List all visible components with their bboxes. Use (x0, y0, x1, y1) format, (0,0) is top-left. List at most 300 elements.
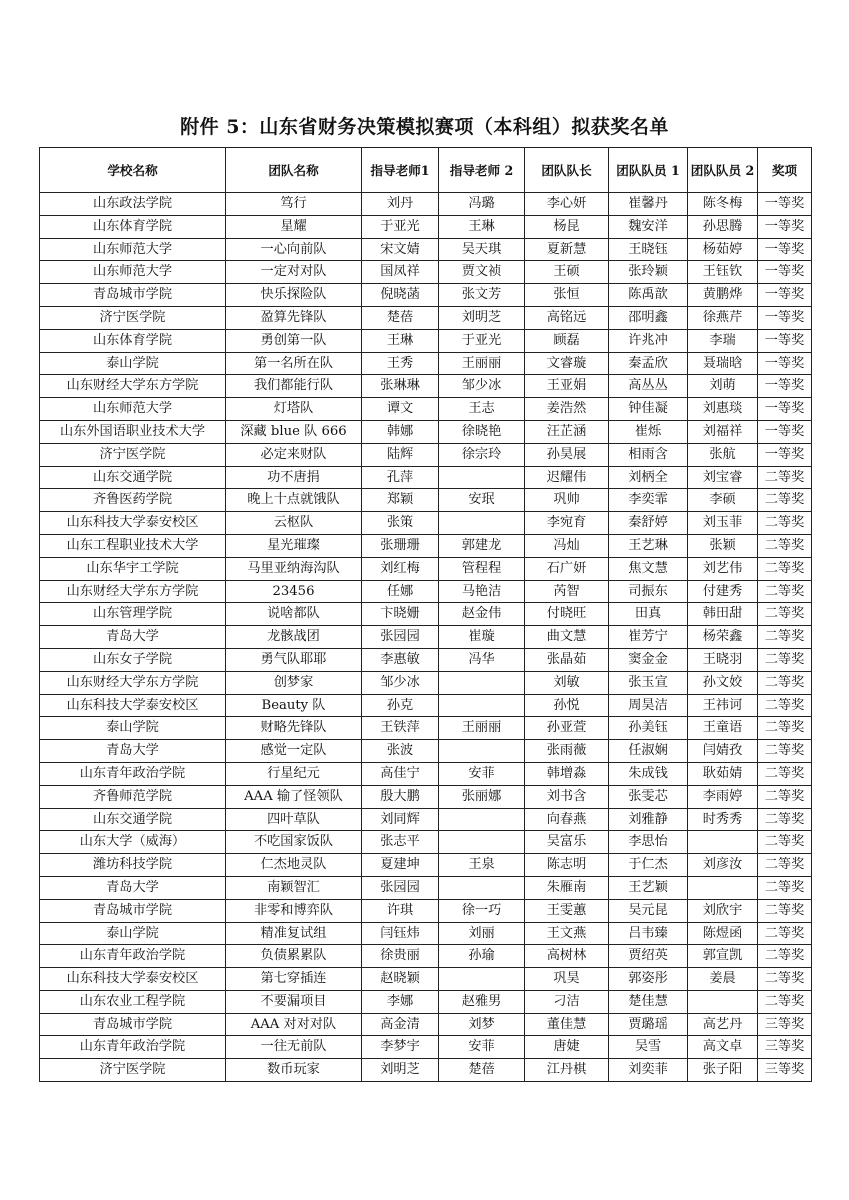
school-cell: 山东体育学院 (40, 215, 226, 238)
table-row (40, 626, 812, 649)
table-row (40, 261, 812, 284)
advisor-1-cell: 许琪 (362, 899, 439, 922)
advisor-1-cell: 徐贵丽 (362, 945, 439, 968)
member-2-cell: 陈冬梅 (688, 193, 758, 216)
team-cell: 第一名所在队 (226, 352, 362, 375)
member-1-cell: 秦舒婷 (609, 512, 688, 535)
member-1-cell: 魏安洋 (609, 215, 688, 238)
table-row (40, 990, 812, 1013)
member-2-cell: 刘彦汝 (688, 854, 758, 877)
award-cell: 二等奖 (758, 854, 812, 877)
member-1-cell: 高丛丛 (609, 375, 688, 398)
table-row (40, 193, 812, 216)
school-cell: 山东师范大学 (40, 261, 226, 284)
header-school: 学校名称 (40, 148, 226, 193)
team-cell: 说啥都队 (226, 603, 362, 626)
advisor-1-cell: 刘明芝 (362, 1059, 439, 1082)
team-cell: 盈算先锋队 (226, 306, 362, 329)
advisor-1-cell: 郑颖 (362, 489, 439, 512)
captain-cell: 吴富乐 (525, 831, 609, 854)
award-cell: 二等奖 (758, 762, 812, 785)
table-row (40, 1059, 812, 1082)
award-cell: 二等奖 (758, 717, 812, 740)
school-cell: 山东科技大学泰安校区 (40, 968, 226, 991)
school-cell: 齐鲁师范学院 (40, 785, 226, 808)
captain-cell: 姜浩然 (525, 398, 609, 421)
advisor-2-cell: 徐一巧 (439, 899, 525, 922)
advisor-1-cell: 国凤祥 (362, 261, 439, 284)
award-cell: 一等奖 (758, 215, 812, 238)
advisor-1-cell: 楚蓓 (362, 306, 439, 329)
advisor-1-cell: 李惠敏 (362, 648, 439, 671)
table-row (40, 466, 812, 489)
award-cell: 三等奖 (758, 1013, 812, 1036)
school-cell: 青岛大学 (40, 740, 226, 763)
school-cell: 山东科技大学泰安校区 (40, 512, 226, 535)
school-cell: 山东交通学院 (40, 808, 226, 831)
document-title: 附件 5：山东省财务决策模拟赛项（本科组）拟获奖名单 (180, 116, 669, 138)
table-row (40, 603, 812, 626)
member-1-cell: 王艺琳 (609, 534, 688, 557)
team-cell: 感觉一定队 (226, 740, 362, 763)
award-cell: 二等奖 (758, 557, 812, 580)
table-row (40, 534, 812, 557)
member-1-cell: 李思怡 (609, 831, 688, 854)
member-1-cell: 司振东 (609, 580, 688, 603)
award-cell: 二等奖 (758, 922, 812, 945)
table-row (40, 831, 812, 854)
advisor-1-cell: 王秀 (362, 352, 439, 375)
team-cell: 我们都能行队 (226, 375, 362, 398)
team-cell: AAA 对对对队 (226, 1013, 362, 1036)
member-2-cell: 王钰钦 (688, 261, 758, 284)
advisor-2-cell: 楚蓓 (439, 1059, 525, 1082)
school-cell: 山东科技大学泰安校区 (40, 694, 226, 717)
advisor-1-cell: 张园园 (362, 876, 439, 899)
member-2-cell: 韩田甜 (688, 603, 758, 626)
advisor-1-cell: 孙克 (362, 694, 439, 717)
advisor-2-cell: 于亚光 (439, 329, 525, 352)
captain-cell: 李心妍 (525, 193, 609, 216)
member-1-cell: 楚佳慧 (609, 990, 688, 1013)
member-2-cell: 陈煜函 (688, 922, 758, 945)
school-cell: 泰山学院 (40, 352, 226, 375)
advisor-1-cell: 李梦宇 (362, 1036, 439, 1059)
award-cell: 二等奖 (758, 603, 812, 626)
school-cell: 山东大学（威海） (40, 831, 226, 854)
award-cell: 一等奖 (758, 193, 812, 216)
member-2-cell: 刘福祥 (688, 420, 758, 443)
table-row (40, 329, 812, 352)
advisor-1-cell: 孔萍 (362, 466, 439, 489)
advisor-2-cell: 安珉 (439, 489, 525, 512)
award-cell: 一等奖 (758, 375, 812, 398)
advisor-1-cell: 夏建坤 (362, 854, 439, 877)
advisor-1-cell: 宋文婧 (362, 238, 439, 261)
advisor-2-cell: 邹少冰 (439, 375, 525, 398)
header-team: 团队名称 (226, 148, 362, 193)
team-cell: 不吃国家饭队 (226, 831, 362, 854)
table-row (40, 671, 812, 694)
school-cell: 泰山学院 (40, 717, 226, 740)
school-cell: 山东青年政治学院 (40, 762, 226, 785)
member-1-cell: 崔烁 (609, 420, 688, 443)
member-2-cell: 刘艺伟 (688, 557, 758, 580)
team-cell: 负债累累队 (226, 945, 362, 968)
advisor-2-cell (439, 740, 525, 763)
captain-cell: 韩增淼 (525, 762, 609, 785)
member-1-cell: 刘柄全 (609, 466, 688, 489)
school-cell: 山东农业工程学院 (40, 990, 226, 1013)
table-body (40, 193, 812, 1082)
captain-cell: 巩帅 (525, 489, 609, 512)
team-cell: 一定对对队 (226, 261, 362, 284)
captain-cell: 王雯蕙 (525, 899, 609, 922)
member-1-cell: 崔芳宁 (609, 626, 688, 649)
member-2-cell: 高艺丹 (688, 1013, 758, 1036)
award-cell: 二等奖 (758, 831, 812, 854)
advisor-1-cell: 于亚光 (362, 215, 439, 238)
school-cell: 山东华宇工学院 (40, 557, 226, 580)
member-2-cell: 时秀秀 (688, 808, 758, 831)
advisor-2-cell: 张文芳 (439, 284, 525, 307)
member-2-cell: 聂瑞晗 (688, 352, 758, 375)
award-cell: 一等奖 (758, 352, 812, 375)
team-cell: 数币玩家 (226, 1059, 362, 1082)
member-2-cell: 郭宣凯 (688, 945, 758, 968)
advisor-1-cell: 刘红梅 (362, 557, 439, 580)
school-cell: 山东管理学院 (40, 603, 226, 626)
advisor-1-cell: 殷大鹏 (362, 785, 439, 808)
advisor-1-cell: 李娜 (362, 990, 439, 1013)
advisor-1-cell: 张园园 (362, 626, 439, 649)
member-2-cell: 张航 (688, 443, 758, 466)
member-1-cell: 张雯芯 (609, 785, 688, 808)
advisor-2-cell: 崔璇 (439, 626, 525, 649)
captain-cell: 付晓旺 (525, 603, 609, 626)
award-cell: 三等奖 (758, 1059, 812, 1082)
school-cell: 山东交通学院 (40, 466, 226, 489)
award-cell: 二等奖 (758, 808, 812, 831)
team-cell: 龙骸战团 (226, 626, 362, 649)
advisor-2-cell: 王泉 (439, 854, 525, 877)
captain-cell: 高树林 (525, 945, 609, 968)
school-cell: 齐鲁医药学院 (40, 489, 226, 512)
member-2-cell: 高文卓 (688, 1036, 758, 1059)
advisor-1-cell: 任娜 (362, 580, 439, 603)
advisor-2-cell (439, 694, 525, 717)
member-2-cell: 徐燕芹 (688, 306, 758, 329)
member-2-cell (688, 990, 758, 1013)
award-cell: 二等奖 (758, 512, 812, 535)
school-cell: 山东工程职业技术大学 (40, 534, 226, 557)
table-row (40, 648, 812, 671)
award-cell: 二等奖 (758, 580, 812, 603)
table-row (40, 694, 812, 717)
team-cell: 功不唐捐 (226, 466, 362, 489)
table-row (40, 968, 812, 991)
award-cell: 一等奖 (758, 306, 812, 329)
award-cell: 二等奖 (758, 899, 812, 922)
advisor-1-cell: 卞晓姗 (362, 603, 439, 626)
advisor-1-cell: 刘丹 (362, 193, 439, 216)
member-2-cell: 杨茹婷 (688, 238, 758, 261)
team-cell: 23456 (226, 580, 362, 603)
table-row (40, 854, 812, 877)
table-row (40, 420, 812, 443)
member-2-cell (688, 831, 758, 854)
member-1-cell: 周昊洁 (609, 694, 688, 717)
captain-cell: 刘书含 (525, 785, 609, 808)
table-row (40, 945, 812, 968)
advisor-1-cell: 刘同辉 (362, 808, 439, 831)
table-row (40, 717, 812, 740)
award-cell: 二等奖 (758, 489, 812, 512)
captain-cell: 张恒 (525, 284, 609, 307)
member-2-cell: 王童语 (688, 717, 758, 740)
member-1-cell: 王晓钰 (609, 238, 688, 261)
header-advisor-1: 指导老师1 (362, 148, 439, 193)
member-2-cell: 刘萌 (688, 375, 758, 398)
table-row (40, 284, 812, 307)
table-row (40, 808, 812, 831)
advisor-2-cell: 刘丽 (439, 922, 525, 945)
advisor-1-cell: 王铁萍 (362, 717, 439, 740)
member-2-cell: 杨荣鑫 (688, 626, 758, 649)
member-2-cell: 李瑞 (688, 329, 758, 352)
member-1-cell: 贾绍英 (609, 945, 688, 968)
captain-cell: 王亚娟 (525, 375, 609, 398)
team-cell: 一心向前队 (226, 238, 362, 261)
advisor-2-cell: 马艳洁 (439, 580, 525, 603)
school-cell: 青岛大学 (40, 626, 226, 649)
table-row (40, 740, 812, 763)
table-row (40, 306, 812, 329)
team-cell: 晚上十点就饿队 (226, 489, 362, 512)
team-cell: 一往无前队 (226, 1036, 362, 1059)
table-row (40, 899, 812, 922)
advisor-2-cell: 王琳 (439, 215, 525, 238)
captain-cell: 夏新慧 (525, 238, 609, 261)
award-cell: 二等奖 (758, 694, 812, 717)
member-1-cell: 吕韦臻 (609, 922, 688, 945)
advisor-2-cell: 刘梦 (439, 1013, 525, 1036)
member-1-cell: 吴元昆 (609, 899, 688, 922)
advisor-1-cell: 韩娜 (362, 420, 439, 443)
advisor-2-cell (439, 876, 525, 899)
captain-cell: 王文燕 (525, 922, 609, 945)
header-award: 奖项 (758, 148, 812, 193)
advisor-1-cell: 陆辉 (362, 443, 439, 466)
captain-cell: 冯灿 (525, 534, 609, 557)
table-row (40, 785, 812, 808)
member-1-cell: 王艺颖 (609, 876, 688, 899)
member-1-cell: 朱成钱 (609, 762, 688, 785)
member-1-cell: 钟佳凝 (609, 398, 688, 421)
table-row (40, 557, 812, 580)
advisor-2-cell: 徐宗玲 (439, 443, 525, 466)
award-cell: 三等奖 (758, 1036, 812, 1059)
member-1-cell: 于仁杰 (609, 854, 688, 877)
school-cell: 山东外国语职业技术大学 (40, 420, 226, 443)
award-cell: 二等奖 (758, 945, 812, 968)
member-2-cell: 刘玉菲 (688, 512, 758, 535)
member-1-cell: 孙美钰 (609, 717, 688, 740)
advisor-2-cell: 安菲 (439, 762, 525, 785)
team-cell: 深藏 blue 队 666 (226, 420, 362, 443)
member-1-cell: 任淑娴 (609, 740, 688, 763)
award-cell: 二等奖 (758, 876, 812, 899)
captain-cell: 石广妍 (525, 557, 609, 580)
school-cell: 山东师范大学 (40, 398, 226, 421)
table-row (40, 762, 812, 785)
table-row (40, 375, 812, 398)
award-cell: 二等奖 (758, 968, 812, 991)
table-row (40, 922, 812, 945)
team-cell: 创梦家 (226, 671, 362, 694)
table-header-row (40, 148, 812, 193)
advisor-2-cell: 张丽娜 (439, 785, 525, 808)
advisor-1-cell: 张策 (362, 512, 439, 535)
member-2-cell: 刘欣宇 (688, 899, 758, 922)
team-cell: 财略先锋队 (226, 717, 362, 740)
school-cell: 青岛城市学院 (40, 899, 226, 922)
captain-cell: 向春燕 (525, 808, 609, 831)
member-1-cell: 秦孟欣 (609, 352, 688, 375)
team-cell: 勇气队耶耶 (226, 648, 362, 671)
captain-cell: 芮智 (525, 580, 609, 603)
team-cell: 快乐探险队 (226, 284, 362, 307)
captain-cell: 王硕 (525, 261, 609, 284)
captain-cell: 文睿璇 (525, 352, 609, 375)
header-advisor-2: 指导老师 2 (439, 148, 525, 193)
school-cell: 山东女子学院 (40, 648, 226, 671)
header-member-2: 团队队员 2 (688, 148, 758, 193)
team-cell: 马里亚纳海沟队 (226, 557, 362, 580)
advisor-2-cell: 贾文祯 (439, 261, 525, 284)
advisor-1-cell: 闫钰炜 (362, 922, 439, 945)
advisor-2-cell (439, 466, 525, 489)
member-1-cell: 许兆冲 (609, 329, 688, 352)
table-row (40, 512, 812, 535)
advisor-2-cell: 孙瑜 (439, 945, 525, 968)
school-cell: 山东青年政治学院 (40, 945, 226, 968)
team-cell: 第七穿插连 (226, 968, 362, 991)
captain-cell: 陈志明 (525, 854, 609, 877)
advisor-2-cell: 王丽丽 (439, 352, 525, 375)
school-cell: 青岛城市学院 (40, 1013, 226, 1036)
advisor-2-cell: 王志 (439, 398, 525, 421)
award-cell: 二等奖 (758, 740, 812, 763)
captain-cell: 朱雁南 (525, 876, 609, 899)
table-row (40, 238, 812, 261)
advisor-1-cell: 高佳宁 (362, 762, 439, 785)
header-member-1: 团队队员 1 (609, 148, 688, 193)
team-cell: 星耀 (226, 215, 362, 238)
award-cell: 一等奖 (758, 261, 812, 284)
table-row (40, 489, 812, 512)
school-cell: 山东财经大学东方学院 (40, 671, 226, 694)
member-1-cell: 田真 (609, 603, 688, 626)
team-cell: 云枢队 (226, 512, 362, 535)
advisor-2-cell (439, 831, 525, 854)
school-cell: 山东财经大学东方学院 (40, 580, 226, 603)
member-1-cell: 陈禹歆 (609, 284, 688, 307)
advisor-1-cell: 张志平 (362, 831, 439, 854)
table-row (40, 1036, 812, 1059)
table-row (40, 398, 812, 421)
award-cell: 二等奖 (758, 466, 812, 489)
table-row (40, 215, 812, 238)
member-2-cell: 李硕 (688, 489, 758, 512)
captain-cell: 迟耀伟 (525, 466, 609, 489)
advisor-2-cell: 管程程 (439, 557, 525, 580)
school-cell: 山东政法学院 (40, 193, 226, 216)
advisor-2-cell: 赵雅男 (439, 990, 525, 1013)
award-cell: 一等奖 (758, 329, 812, 352)
advisor-1-cell: 赵晓颖 (362, 968, 439, 991)
school-cell: 济宁医学院 (40, 1059, 226, 1082)
advisor-1-cell: 王琳 (362, 329, 439, 352)
team-cell: 精准复试组 (226, 922, 362, 945)
member-2-cell: 付建秀 (688, 580, 758, 603)
member-1-cell: 郭姿彤 (609, 968, 688, 991)
table-row (40, 352, 812, 375)
advisor-2-cell: 安菲 (439, 1036, 525, 1059)
award-cell: 一等奖 (758, 443, 812, 466)
member-1-cell: 吴雪 (609, 1036, 688, 1059)
school-cell: 青岛大学 (40, 876, 226, 899)
advisor-2-cell: 吴天琪 (439, 238, 525, 261)
member-2-cell: 王祎诃 (688, 694, 758, 717)
member-1-cell: 张玉宣 (609, 671, 688, 694)
advisor-2-cell: 王丽丽 (439, 717, 525, 740)
captain-cell: 曲文慧 (525, 626, 609, 649)
captain-cell: 孙亚萱 (525, 717, 609, 740)
advisor-1-cell: 谭文 (362, 398, 439, 421)
advisor-2-cell: 郭建龙 (439, 534, 525, 557)
team-cell: 四叶草队 (226, 808, 362, 831)
member-2-cell: 姜晨 (688, 968, 758, 991)
award-cell: 二等奖 (758, 626, 812, 649)
member-2-cell: 刘惠琰 (688, 398, 758, 421)
advisor-2-cell: 冯华 (439, 648, 525, 671)
advisor-1-cell: 张珊珊 (362, 534, 439, 557)
member-2-cell (688, 876, 758, 899)
advisor-1-cell: 邹少冰 (362, 671, 439, 694)
captain-cell: 张雨薇 (525, 740, 609, 763)
captain-cell: 李宛育 (525, 512, 609, 535)
team-cell: 笃行 (226, 193, 362, 216)
team-cell: 不要漏项目 (226, 990, 362, 1013)
member-1-cell: 相雨含 (609, 443, 688, 466)
captain-cell: 高铭远 (525, 306, 609, 329)
table-row (40, 876, 812, 899)
member-1-cell: 邵明鑫 (609, 306, 688, 329)
school-cell: 济宁医学院 (40, 443, 226, 466)
school-cell: 济宁医学院 (40, 306, 226, 329)
member-2-cell: 闫婧孜 (688, 740, 758, 763)
member-1-cell: 崔馨丹 (609, 193, 688, 216)
school-cell: 山东师范大学 (40, 238, 226, 261)
advisor-1-cell: 张波 (362, 740, 439, 763)
captain-cell: 江丹棋 (525, 1059, 609, 1082)
advisor-2-cell: 赵金伟 (439, 603, 525, 626)
member-2-cell: 李雨婷 (688, 785, 758, 808)
award-cell: 一等奖 (758, 398, 812, 421)
captain-cell: 刘敏 (525, 671, 609, 694)
advisor-1-cell: 张琳琳 (362, 375, 439, 398)
